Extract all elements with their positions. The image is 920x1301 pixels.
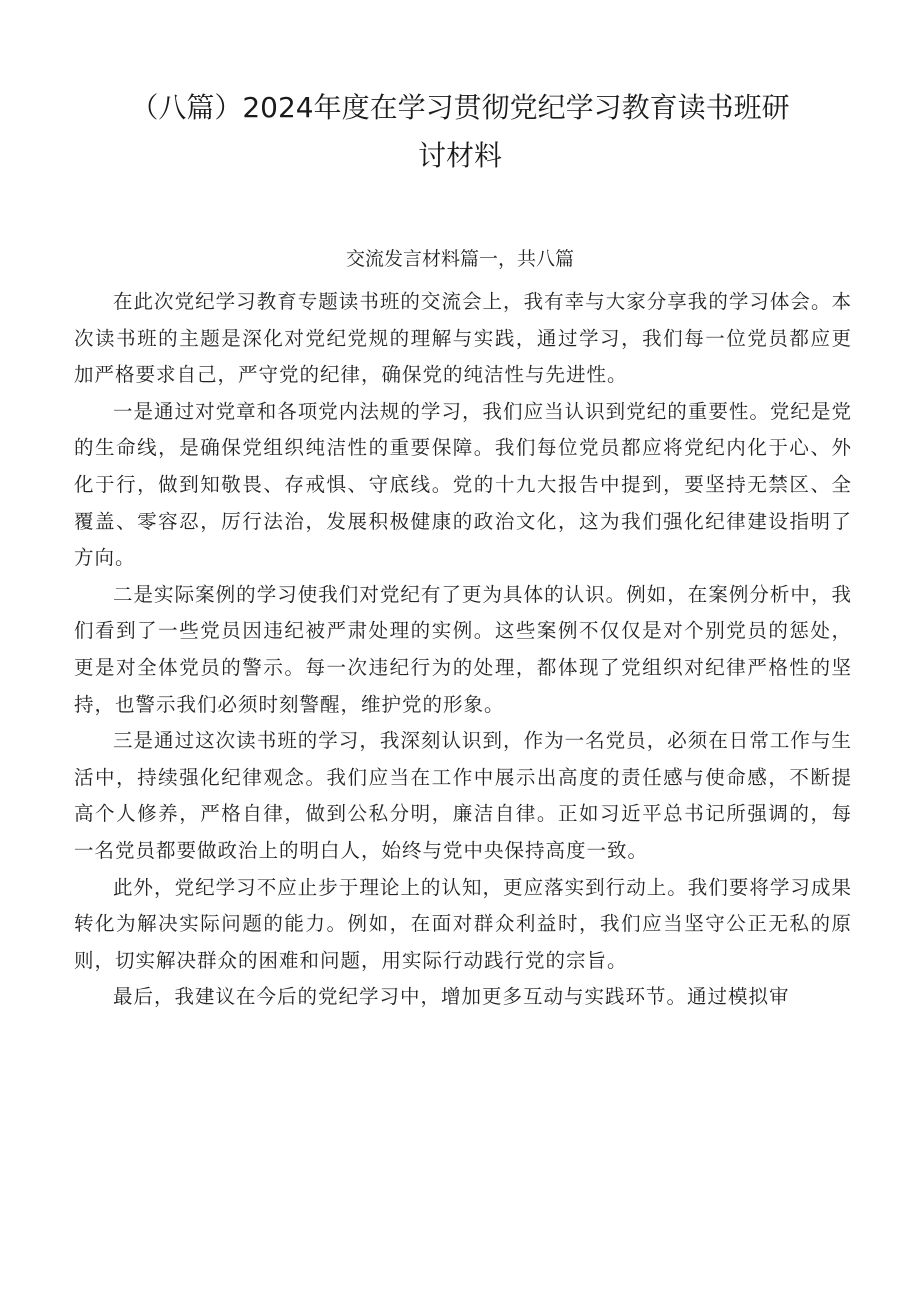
paragraph-6: 最后，我建议在今后的党纪学习中，增加更多互动与实践环节。通过模拟审 (113, 985, 790, 1009)
paragraph-3: 二是实际案例的学习使我们对党纪有了更为具体的认识。例如，在案例分析中，我们看到了一些党员因违纪被严肃处理的实例。这些案例不仅仅是对个别党员的惩处，更是对全体党员的警示。每一次违纪行为的处理，都体现了党组织对纪律严格性的坚持，也警示我们必须时刻警醒，维护党的形象。 (74, 582, 852, 716)
document-body (74, 284, 852, 1016)
title-line-2: 讨材料 (417, 139, 502, 172)
paragraph-4: 三是通过这次读书班的学习，我深刻认识到，作为一名党员，必须在日常工作与生活中，持续强化纪律观念。我们应当在工作中展示出高度的责任感与使命感，不断提高个人修养，严格自律，做到公私分明，廉洁自律。正如习近平总书记所强调的，每一名党员都要做政治上的明白人，始终与党中央保持高度一致。 (74, 729, 852, 862)
document-subtitle: 交流发言材料篇一，共八篇 (345, 248, 574, 270)
paragraph-1: 在此次党纪学习教育专题读书班的交流会上，我有幸与大家分享我的学习体会。本次读书班的主题是深化对党纪党规的理解与实践，通过学习，我们每一位党员都应更加严格要求自己，严守党的纪律，确保党的纯洁性与先进性。 (74, 290, 852, 387)
paragraph-2: 一是通过对党章和各项党内法规的学习，我们应当认识到党纪的重要性。党纪是党的生命线，是确保党组织纯洁性的重要保障。我们每位党员都应将党纪内化于心、外化于行，做到知敬畏、存戒惧、守底线。党的十九大报告中提到，要坚持无禁区、全覆盖、零容忍，厉行法治，发展积极健康的政治文化，这为我们强化纪律建设指明了方向。 (74, 399, 852, 570)
paragraph-5: 此外，党纪学习不应止步于理论上的认知，更应落实到行动上。我们要将学习成果转化为解决实际问题的能力。例如，在面对群众利益时，我们应当坚守公正无私的原则，切实解决群众的困难和问题，用实际行动践行党的宗旨。 (74, 875, 852, 972)
document-title (60, 84, 860, 180)
title-line-1: （八篇）2024年度在学习贯彻党纪学习教育读书班研 (130, 91, 790, 124)
